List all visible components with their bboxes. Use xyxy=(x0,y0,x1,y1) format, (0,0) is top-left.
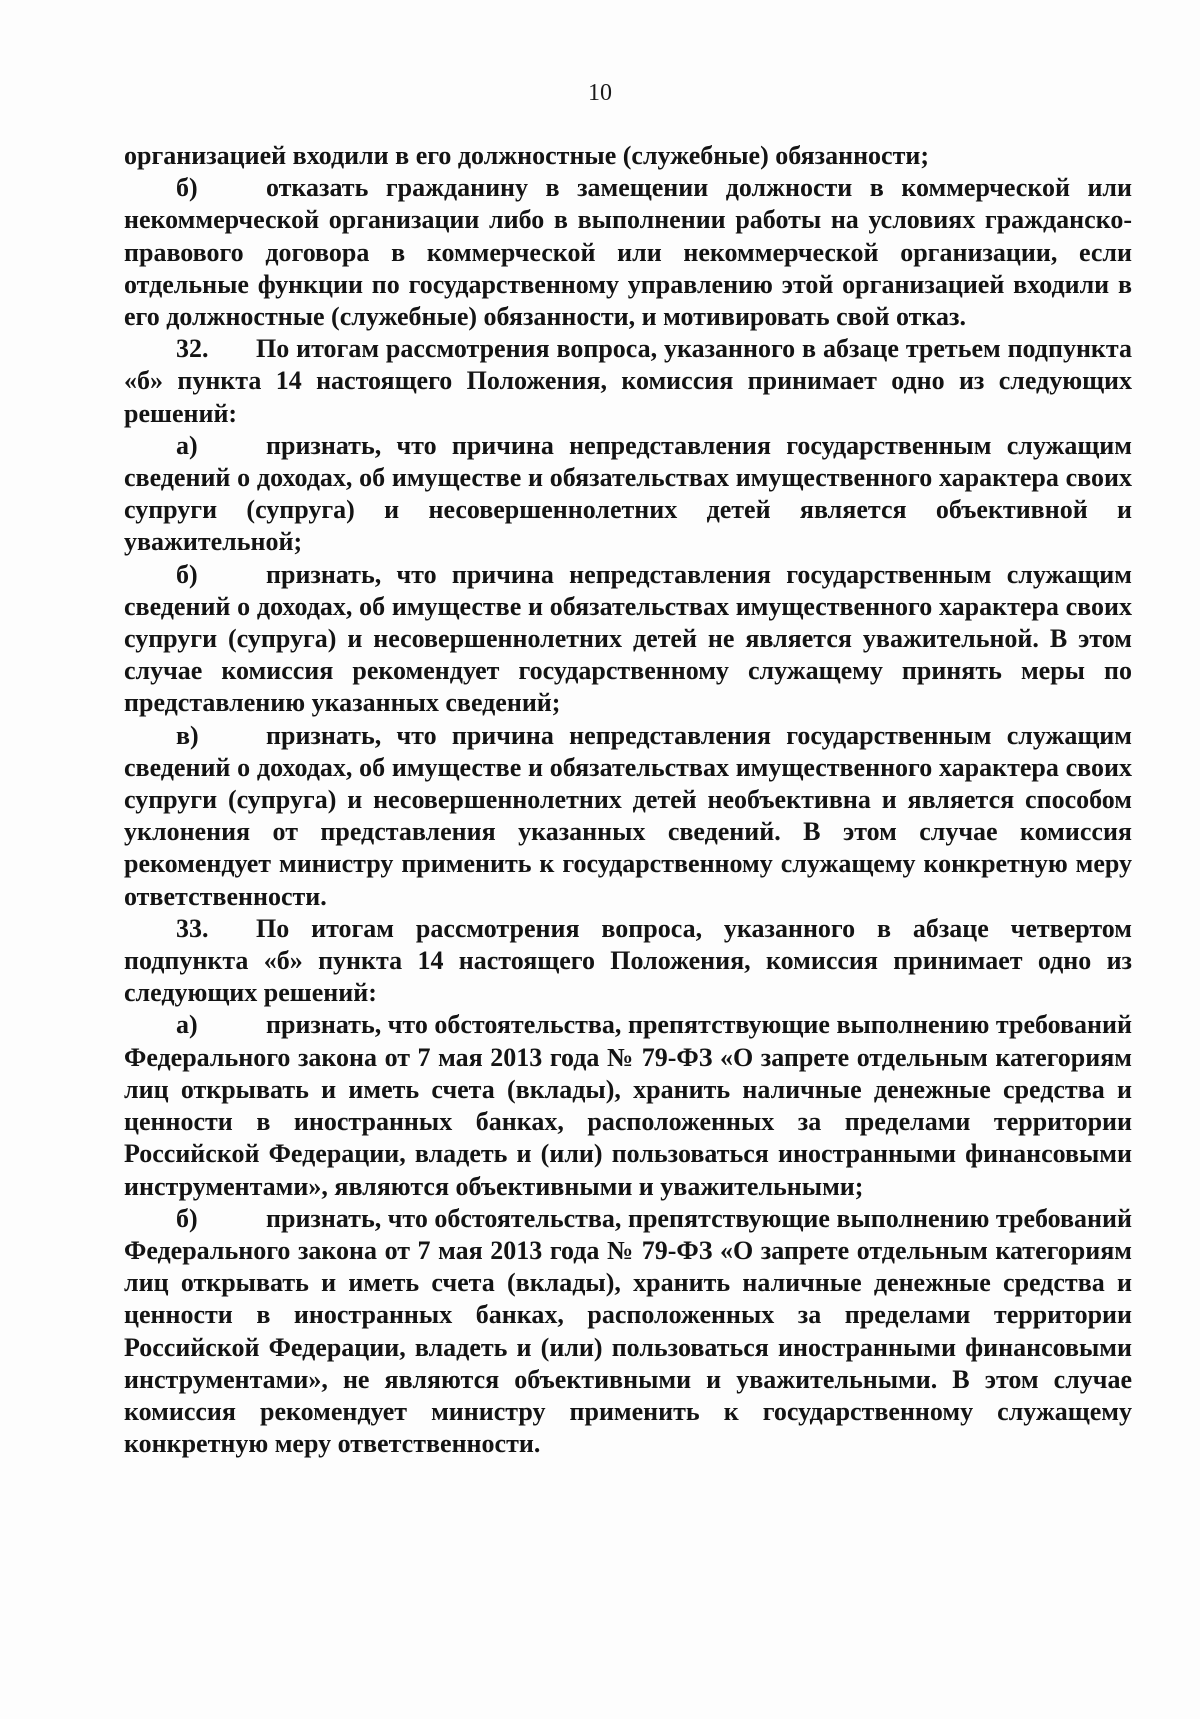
subparagraph-b xyxy=(124,559,1132,720)
paragraph-text: По итогам рассмотрения вопроса, указанного в абзаце четвертом подпункта «б» пункта 14 настоящего Положения, комиссия принимает одно из следующих решений: xyxy=(124,913,1132,1008)
paragraph-text: признать, что причина непредставления государственным служащим сведений о доходах, об имуществе и обязательствах имущественного характера своих супруги (супруга) и несовершеннолетних детей не является уважительной. В этом случае комиссия рекомендует государственному служащему принять меры по представлению указанных сведений; xyxy=(124,559,1132,718)
paragraph-text: организацией входили в его должностные (служебные) обязанности; xyxy=(124,141,930,170)
paragraph-text: отказать гражданину в замещении должности в коммерческой или некоммерческой организации либо в выполнении работы на условиях гражданско-правового договора в коммерческой или некоммерческой организации, если отдельные функции по государственному управлению этой организацией входили в его должностные (служебные) обязанности, и мотивировать свой отказ. xyxy=(124,173,1132,332)
subparagraph-b xyxy=(124,1203,1132,1461)
subparagraph-a xyxy=(124,430,1132,559)
document-body xyxy=(124,140,1132,1460)
subparagraph-v xyxy=(124,720,1132,913)
paragraph-text: признать, что обстоятельства, препятствующие выполнению требований Федерального закона от 7 мая 2013 года № 79-ФЗ «О запрете отдельным категориям лиц открывать и иметь счета (вклады), хранить наличные денежные средства и ценности в иностранных банках, расположенных за пределами территории Российской Федерации, владеть и (или) пользоваться иностранными финансовыми инструментами», являются объективными и уважительными; xyxy=(124,1010,1132,1201)
paragraph-text: По итогам рассмотрения вопроса, указанного в абзаце третьем подпункта «б» пункта 14 настоящего Положения, комиссия принимает одно из следующих решений: xyxy=(124,334,1132,428)
list-marker: б) xyxy=(176,559,198,589)
clause-32 xyxy=(124,333,1132,430)
paragraph-text: признать, что причина непредставления государственным служащим сведений о доходах, об имуществе и обязательствах имущественного характера своих супруги (супруга) и несовершеннолетних детей является объективной и уважительной; xyxy=(124,430,1132,557)
list-marker: а) xyxy=(176,1010,198,1040)
subparagraph-a xyxy=(124,1009,1132,1202)
clause-33 xyxy=(124,913,1132,1010)
list-marker: в) xyxy=(176,720,199,750)
clause-number: 33. xyxy=(176,913,209,943)
list-marker: б) xyxy=(176,173,198,203)
page-number: 10 xyxy=(588,80,612,106)
list-marker: б) xyxy=(176,1203,198,1233)
subparagraph-b xyxy=(124,172,1132,333)
clause-number: 32. xyxy=(176,334,209,364)
paragraph-text: признать, что причина непредставления государственным служащим сведений о доходах, об имуществе и обязательствах имущественного характера своих супруги (супруга) и несовершеннолетних детей необъективна и является способом уклонения от представления указанных сведений. В этом случае комиссия рекомендует министру применить к государственному служащему конкретную меру ответственности. xyxy=(124,720,1132,911)
list-marker: а) xyxy=(176,430,198,460)
paragraph-text: признать, что обстоятельства, препятствующие выполнению требований Федерального закона от 7 мая 2013 года № 79-ФЗ «О запрете отдельным категориям лиц открывать и иметь счета (вклады), хранить наличные денежные средства и ценности в иностранных банках, расположенных за пределами территории Российской Федерации, владеть и (или) пользоваться иностранными финансовыми инструментами», не являются объективными и уважительными. В этом случае комиссия рекомендует министру применить к государственному служащему конкретную меру ответственности. xyxy=(124,1203,1132,1459)
paragraph-continuation xyxy=(124,140,1132,172)
